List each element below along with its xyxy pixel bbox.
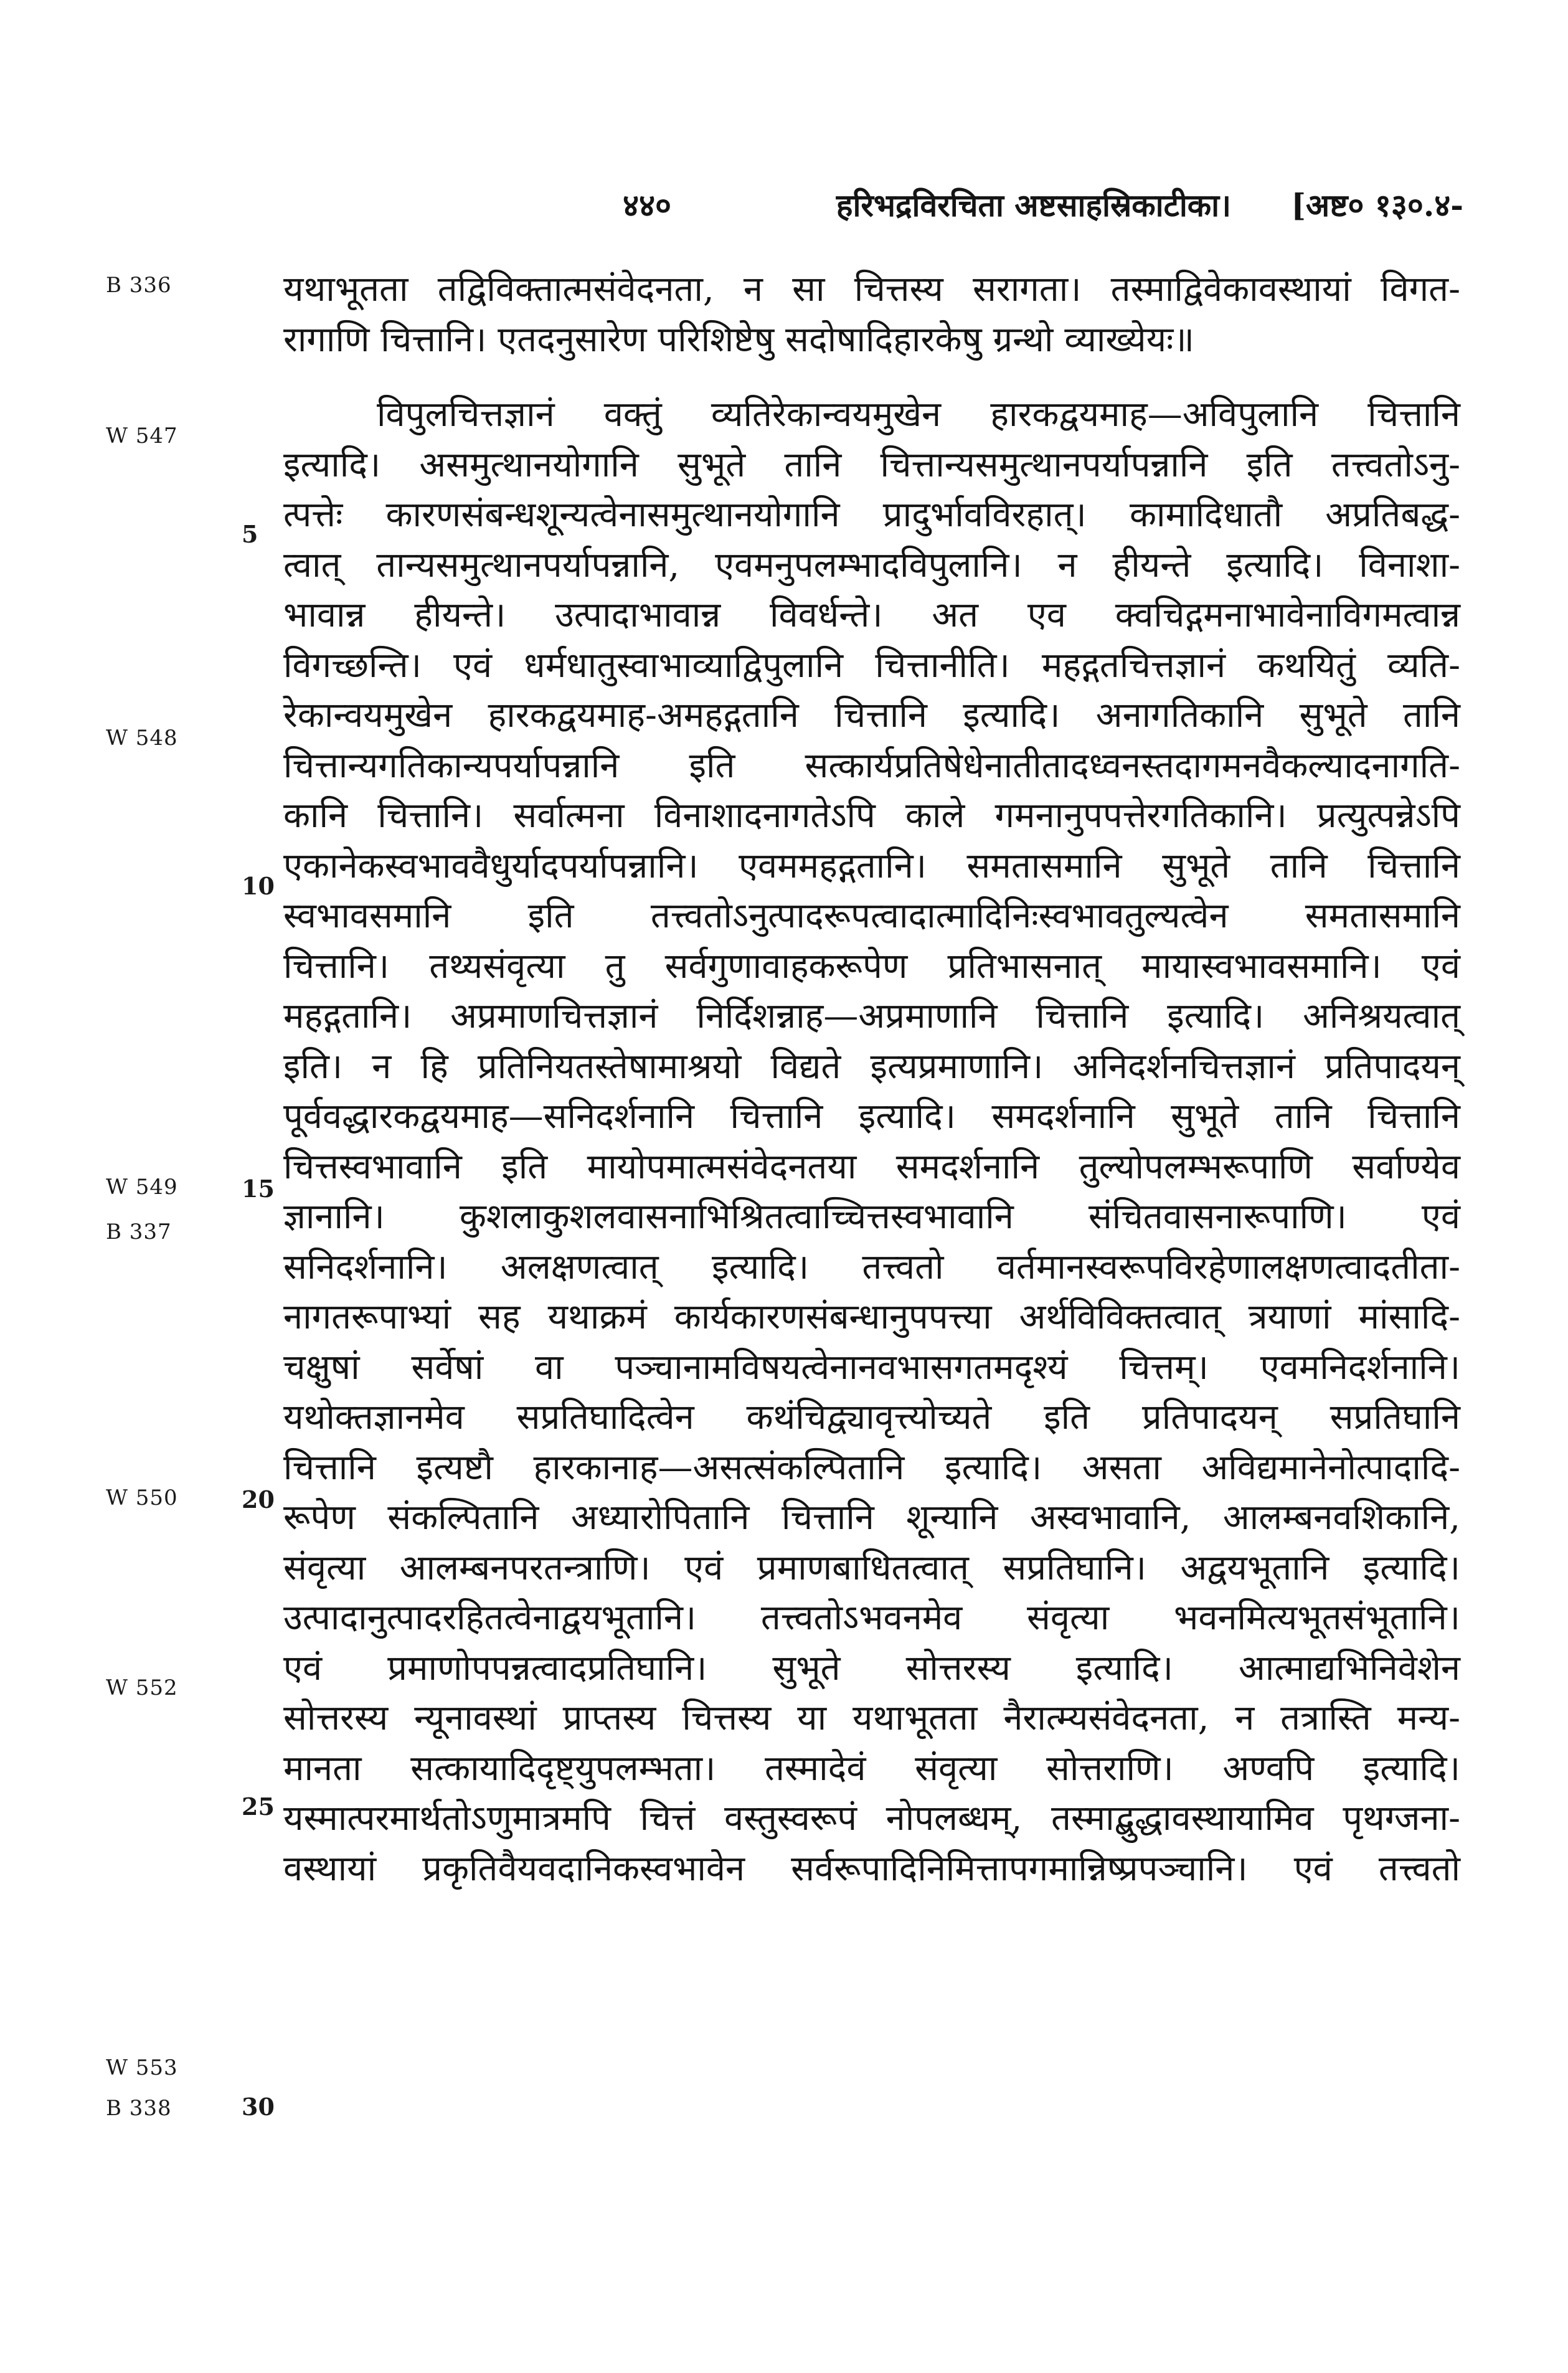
line-number: 30 bbox=[242, 2093, 275, 2121]
text-line: यथाभूतता तद्विविक्तात्मसंवेदनता, न सा चित्तस्य सरागता। तस्माद्विवेकावस्थायां विगत- bbox=[283, 269, 1460, 310]
paragraph-2 bbox=[283, 390, 1460, 1894]
text-line: यथोक्तज्ञानमेव सप्रतिघादित्वेन कथंचिद्व्यावृत्त्योच्यते इति प्रतिपादयन् सप्रतिघानि bbox=[283, 1397, 1460, 1438]
commentary-text bbox=[283, 265, 1460, 1894]
text-line: वस्थायां प्रकृतिवैयवदानिकस्वभावेन सर्वरूपादिनिमित्तापगमान्निष्प्रपञ्चानि। एवं तत्त्वतो bbox=[283, 1848, 1460, 1889]
running-header bbox=[623, 181, 1463, 230]
line-number: 5 bbox=[242, 520, 258, 548]
margin-ref: W 548 bbox=[106, 726, 178, 751]
text-line: विगच्छन्ति। एवं धर्मधातुस्वाभाव्याद्विपुलानि चित्तानीति। महद्गतचित्तज्ञानं कथयितुं व्यति- bbox=[283, 645, 1460, 686]
text-line: संवृत्या आलम्बनपरतन्त्राणि। एवं प्रमाणबाधितत्वात् सप्रतिघानि। अद्वयभूतानि इत्यादि। bbox=[283, 1547, 1460, 1588]
text-line: यस्मात्परमार्थतोऽणुमात्रमपि चित्तं वस्तुस्वरूपं नोपलब्धम्, तस्माद्बुद्धावस्थायामिव पृथग्जना- bbox=[283, 1798, 1460, 1839]
line-number: 10 bbox=[242, 872, 275, 900]
line-number: 25 bbox=[242, 1793, 275, 1821]
text-line: विपुलचित्तज्ञानं वक्तुं व्यतिरेकान्वयमुखेन हारकद्वयमाह—अविपुलानि चित्तानि bbox=[377, 394, 1460, 435]
margin-ref: B 337 bbox=[106, 1220, 172, 1244]
text-line: सोत्तरस्य न्यूनावस्थां प्राप्तस्य चित्तस्य या यथाभूतता नैरात्म्यसंवेदनता, न तत्रास्ति मन्य- bbox=[283, 1698, 1460, 1738]
text-line: स्वभावसमानि इति तत्त्वतोऽनुत्पादरूपत्वादात्मादिनिःस्वभावतुल्यत्वेन समतासमानि bbox=[283, 896, 1461, 936]
text-line: सनिदर्शनानि। अलक्षणत्वात् इत्यादि। तत्त्वतो वर्तमानस्वरूपविरहेणालक्षणत्वादतीता- bbox=[283, 1246, 1460, 1287]
text-line: चित्तस्वभावानि इति मायोपमात्मसंवेदनतया समदर्शनानि तुल्योपलम्भरूपाणि सर्वाण्येव bbox=[283, 1146, 1460, 1187]
page-number: ४४० bbox=[623, 187, 671, 224]
text-line: त्पत्तेः कारणसंबन्धशून्यत्वेनासमुत्थानयोगानि प्रादुर्भावविरहात्। कामादिधातौ अप्रतिबद्ध- bbox=[283, 495, 1460, 535]
text-line: उत्पादानुत्पादरहितत्वेनाद्वयभूतानि। तत्त्वतोऽभवनमेव संवृत्या भवनमित्यभूतसंभूतानि। bbox=[283, 1598, 1460, 1638]
text-line: रेकान्वयमुखेन हारकद्वयमाह-अमहद्गतानि चित्तानि इत्यादि। अनागतिकानि सुभूते तानि bbox=[283, 695, 1460, 736]
text-line: पूर्ववद्धारकद्वयमाह—सनिदर्शनानि चित्तानि इत्यादि। समदर्शनानि सुभूते तानि चित्तानि bbox=[283, 1096, 1460, 1137]
text-line: भावान्न हीयन्ते। उत्पादाभावान्न विवर्धन्ते। अत एव क्वचिद्गमनाभावेनाविगमत्वान्न bbox=[283, 595, 1460, 635]
text-line: रागाणि चित्तानि। एतदनुसारेण परिशिष्टेषु सदोषादिहारकेषु ग्रन्थो व्याख्येयः॥ bbox=[283, 319, 1194, 360]
text-line: नागतरूपाभ्यां सह यथाक्रमं कार्यकारणसंबन्धानुपपत्त्या अर्थविविक्तत्वात् त्रयाणां मांसादि- bbox=[283, 1297, 1460, 1337]
line-number: 15 bbox=[242, 1175, 275, 1203]
paragraph-1 bbox=[283, 265, 1460, 365]
text-line: इत्यादि। असमुत्थानयोगानि सुभूते तानि चित्तान्यसमुत्थानपर्यापन्नानि इति तत्त्वतोऽनु- bbox=[283, 444, 1460, 485]
running-title: हरिभद्रविरचिता अष्टसाहस्रिकाटीका। bbox=[836, 187, 1232, 224]
margin-ref: B 338 bbox=[106, 2096, 172, 2121]
section-reference: [अष्ट० १३०.४- bbox=[1291, 187, 1463, 224]
line-number: 20 bbox=[242, 1485, 275, 1513]
text-line: ज्ञानानि। कुशलाकुशलवासनाभिश्रितत्वाच्चित्तस्वभावानि संचितवासनारूपाणि। एवं bbox=[283, 1196, 1460, 1237]
margin-ref: W 547 bbox=[106, 424, 178, 448]
text-line: चक्षुषां सर्वेषां वा पञ्चानामविषयत्वेनानवभासगतमदृश्यं चित्तम्। एवमनिदर्शनानि। bbox=[283, 1347, 1460, 1388]
text-line: इति। न हि प्रतिनियतस्तेषामाश्रयो विद्यते इत्यप्रमाणानि। अनिदर्शनचित्तज्ञानं प्रतिपादयन् bbox=[283, 1046, 1460, 1087]
text-line: चित्तानि इत्यष्टौ हारकानाह—असत्संकल्पितानि इत्यादि। असता अविद्यमानेनोत्पादादि- bbox=[283, 1447, 1460, 1488]
margin-ref: B 336 bbox=[106, 273, 172, 298]
text-line: चित्तान्यगतिकान्यपर्यापन्नानि इति सत्कार्यप्रतिषेधेनातीतादध्वनस्तदागमनवैकल्यादनागति- bbox=[283, 745, 1460, 786]
text-line: महद्गतानि। अप्रमाणचित्तज्ञानं निर्दिशन्नाह—अप्रमाणानि चित्तानि इत्यादि। अनिश्रयत्वात् bbox=[283, 996, 1460, 1036]
text-line: त्वात् तान्यसमुत्थानपर्यापन्नानि, एवमनुपलम्भादविपुलानि। न हीयन्ते इत्यादि। विनाशा- bbox=[283, 544, 1460, 585]
margin-ref: W 552 bbox=[106, 1675, 178, 1700]
margin-ref: W 553 bbox=[106, 2055, 178, 2080]
text-line: एवं प्रमाणोपपन्नत्वादप्रतिघानि। सुभूते सोत्तरस्य इत्यादि। आत्माद्यभिनिवेशेन bbox=[283, 1647, 1460, 1689]
margin-ref: W 549 bbox=[106, 1175, 178, 1200]
text-line: एकानेकस्वभाववैधुर्यादपर्यापन्नानि। एवममहद्गतानि। समतासमानि सुभूते तानि चित्तानि bbox=[283, 845, 1460, 886]
margin-ref: W 550 bbox=[106, 1485, 178, 1510]
text-line: रूपेण संकल्पितानि अध्यारोपितानि चित्तानि शून्यानि अस्वभावानि, आलम्बनवशिकानि, bbox=[283, 1497, 1460, 1538]
text-line: कानि चित्तानि। सर्वात्मना विनाशादनागतेऽपि काले गमनानुपपत्तेरगतिकानि। प्रत्युत्पन्नेऽपि bbox=[283, 795, 1460, 836]
text-line: मानता सत्कायादिदृष्ट्युपलम्भता। तस्मादेवं संवृत्या सोत्तराणि। अण्वपि इत्यादि। bbox=[283, 1748, 1460, 1789]
text-line: चित्तानि। तथ्यसंवृत्या तु सर्वगुणावाहकरूपेण प्रतिभासनात् मायास्वभावसमानि। एवं bbox=[283, 945, 1460, 987]
